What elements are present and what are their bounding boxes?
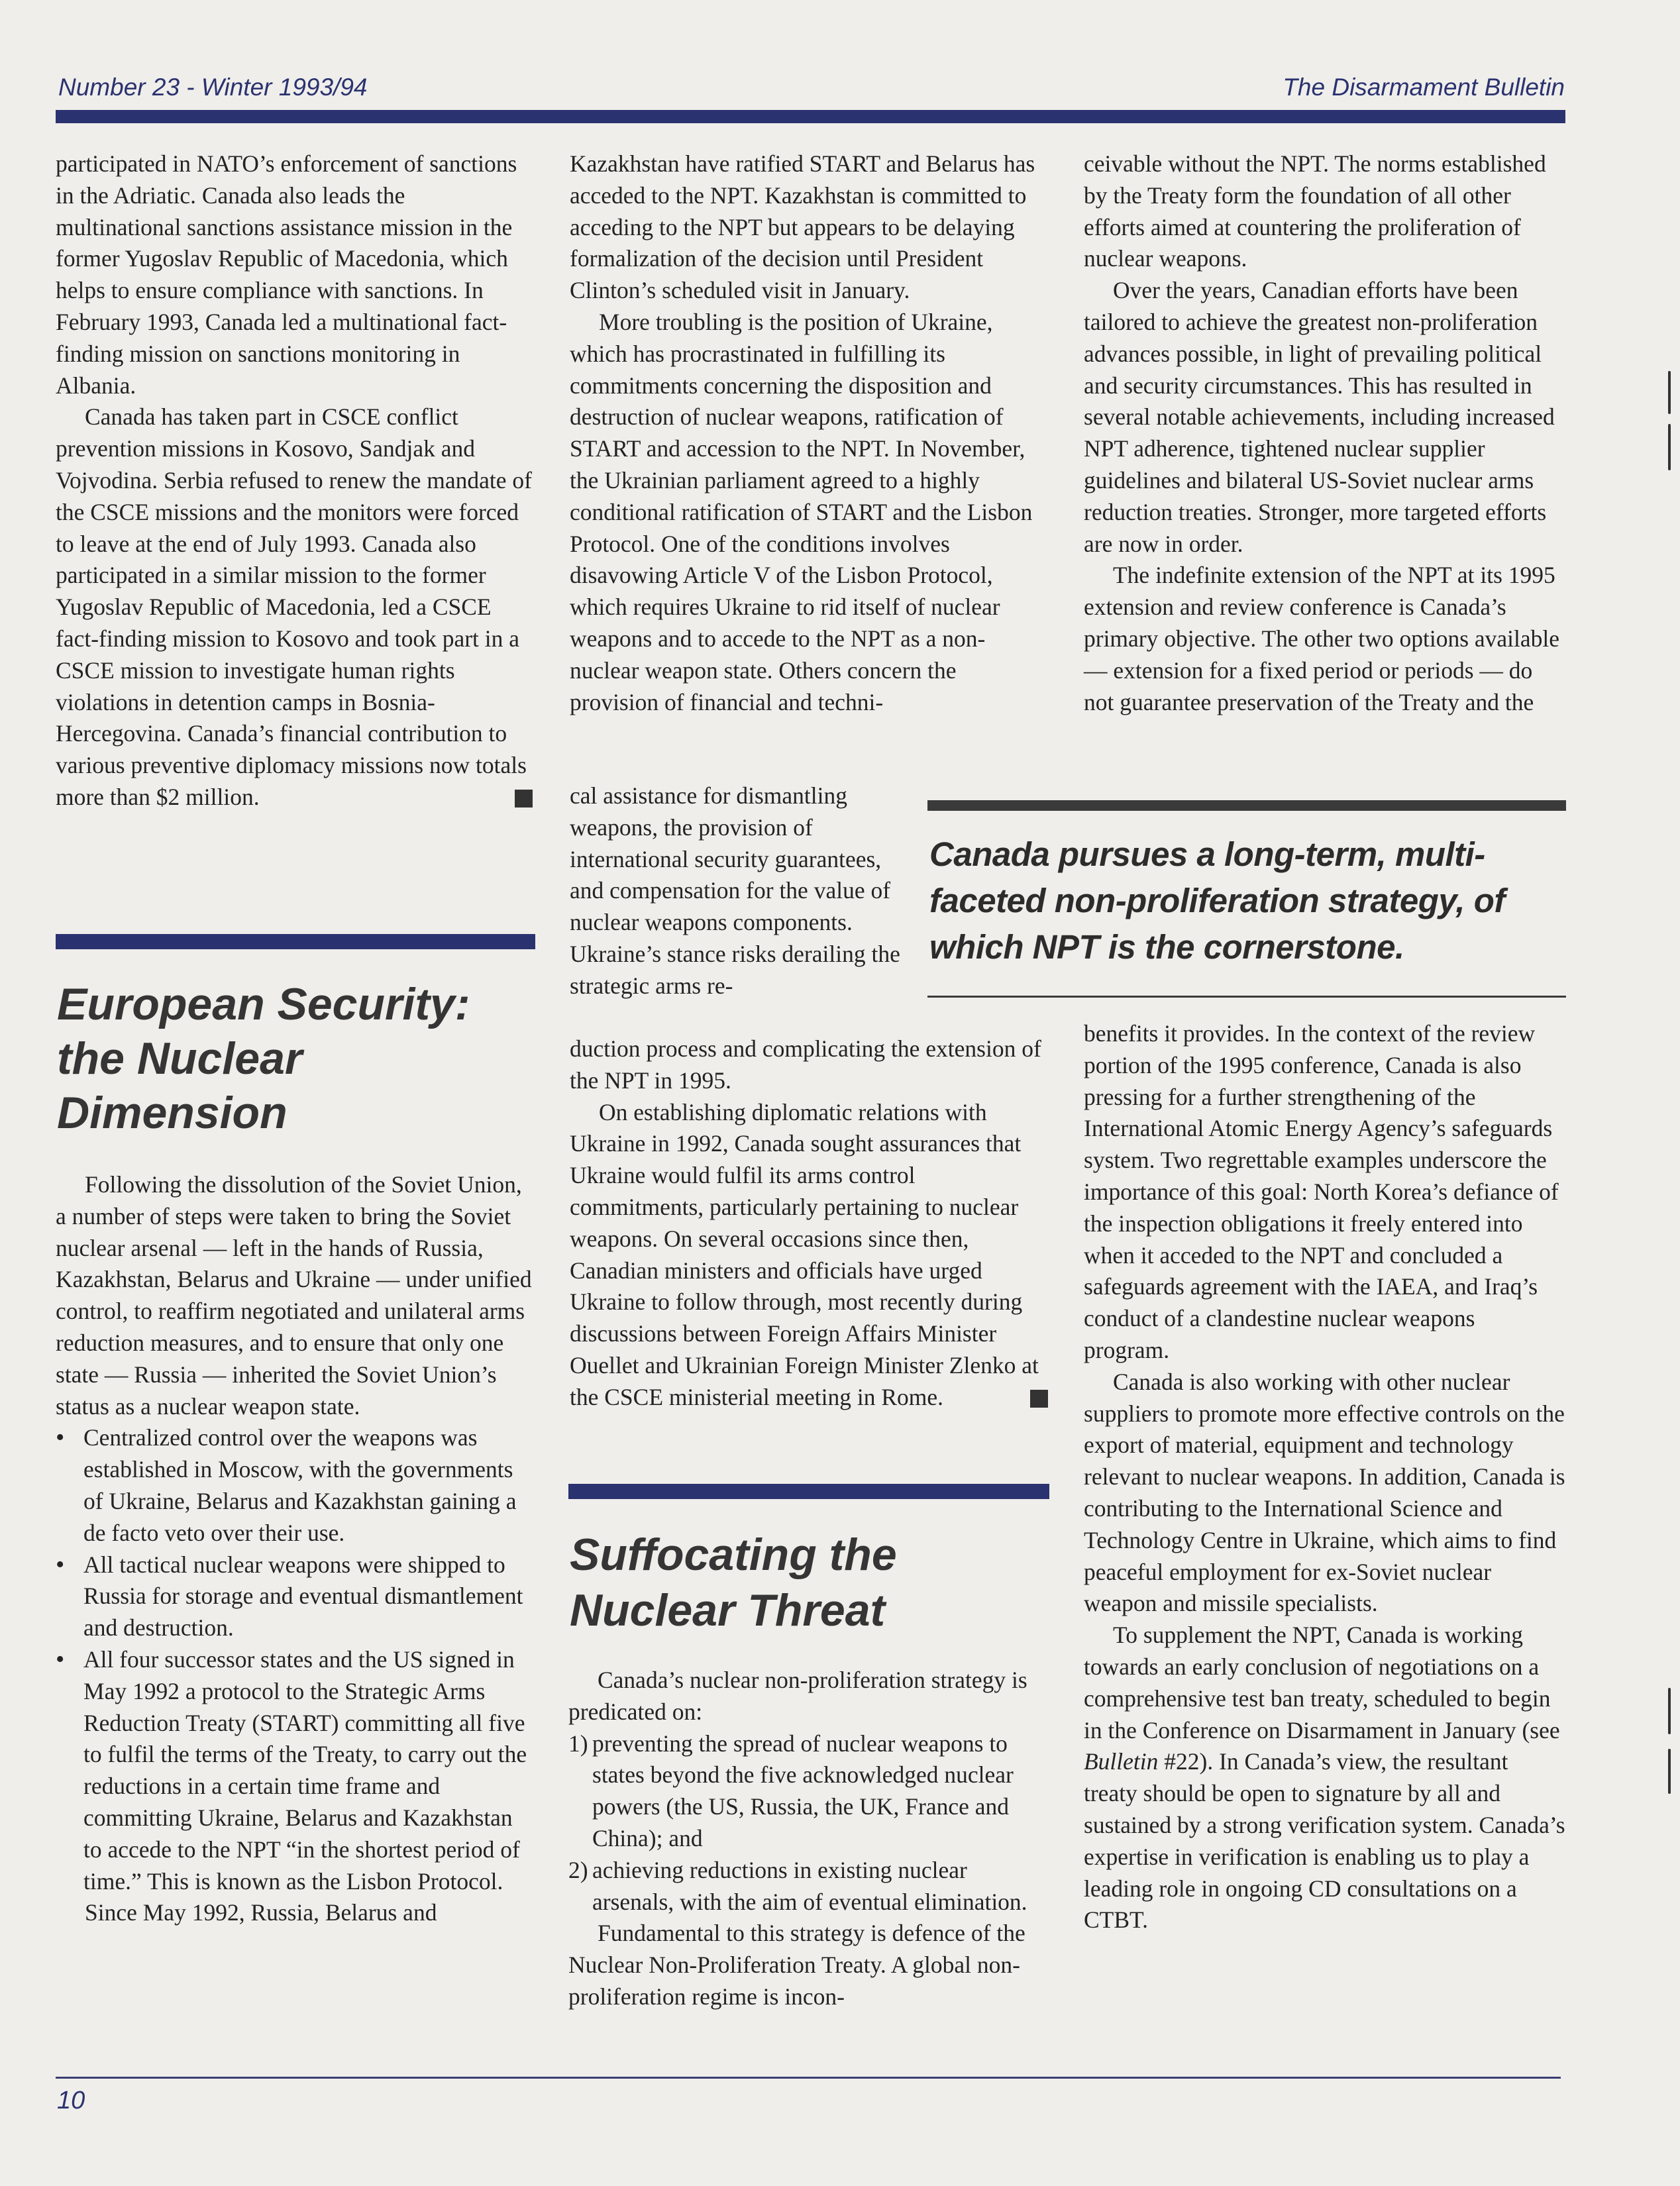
list-item: • All tactical nuclear weapons were shipped to Russia for storage and eventual dismantlement and destruction. (56, 1549, 533, 1644)
margin-mark (1668, 1749, 1671, 1794)
paragraph: benefits it provides. In the context of the review portion of the 1995 conference, Canada is also pressing for a further strengthening of the International Atomic Energy Agency’s safeguards system. Two regrettable examples underscore the importance of this goal: North Korea’s defiance of the inspection obligations it freely entered into when it acceded to the NPT and concluded a safeguards agreement with the IAEA, and Iraq’s conduct of a clandestine nuclear weapons program. (1084, 1020, 1559, 1363)
end-mark (515, 790, 533, 807)
list-item: • Centralized control over the weapons was established in Moscow, with the governments of Ukraine, Belarus and Kazakhstan gaining a de facto veto over their use. (56, 1422, 533, 1549)
paragraph: The indefinite extension of the NPT at its 1995 extension and review conference is Canada’s primary objective. The other two options available — extension for a fixed period or periods — do not guarantee preservation of the Treaty and the (1084, 562, 1560, 715)
column-3-top (1084, 148, 1566, 718)
paragraph: Fundamental to this strategy is defence of the Nuclear Non-Proliferation Treaty. A global non-proliferation regime is incon- (568, 1920, 1025, 2010)
column-2-middle (570, 1033, 1048, 1414)
numbered-list (568, 1728, 1049, 1918)
paragraph: ceivable without the NPT. The norms established by the Treaty form the foundation of all other efforts aimed at countering the proliferation of nuclear weapons. (1084, 150, 1546, 272)
paragraph: Following the dissolution of the Soviet Union, a number of steps were taken to bring the Soviet nuclear arsenal — left in the hands of Russia, Kazakhstan, Belarus and Ukraine — under unified control, to reaffirm negotiated and unilateral arms reduction measures, and to ensure that only one state — Russia — inherited the Soviet Union’s status as a nuclear weapon state. (56, 1171, 532, 1420)
paragraph: Since May 1992, Russia, Belarus and (85, 1899, 437, 1926)
column-3-bottom (1084, 1018, 1566, 1936)
list-item: 1) preventing the spread of nuclear weapons to states beyond the five acknowledged nuclear powers (the US, Russia, the UK, France and China); and (568, 1730, 1014, 1851)
end-mark (1030, 1390, 1048, 1408)
section-title-european-security: European Security: the Nuclear Dimension (57, 979, 470, 1138)
column-2-narrow (570, 780, 901, 1002)
paragraph: Kazakhstan have ratified START and Belarus has acceded to the NPT. Kazakhstan is committed to acceding to the NPT but appears to be delaying formalization of the decision until President Clinton’s scheduled visit in January. (570, 150, 1035, 304)
header-rule (56, 110, 1565, 123)
pull-quote-rule-bottom (927, 996, 1566, 998)
paragraph: cal assistance for dismantling weapons, the provision of international security guarantees, and compensation for the value of nuclear weapons components. Ukraine’s stance risks derailing the strategic arms re- (570, 782, 900, 999)
page-number: 10 (57, 2087, 85, 2114)
list-item: 2) achieving reductions in existing nuclear arsenals, with the aim of eventual elimination. (568, 1856, 1027, 1915)
paragraph: On establishing diplomatic relations with Ukraine in 1992, Canada sought assurances that Ukraine would fulfil its arms control commitments, particularly pertaining to nuclear weapons. On several occasions since then, Canadian ministers and officials have urged Ukraine to follow through, most recently during discussions between Foreign Affairs Minister Ouellet and Ukrainian Foreign Minister Zlenko at the CSCE ministerial meeting in Rome. (570, 1097, 1048, 1414)
paragraph: Over the years, Canadian efforts have been tailored to achieve the greatest non-proliferation advances possible, in light of prevailing political and security circumstances. This has resulted in several notable achievements, including increased NPT adherence, tightened nuclear supplier guidelines and bilateral US-Soviet nuclear arms reduction treaties. Stronger, more targeted efforts are now in order. (1084, 277, 1555, 557)
column-1-bottom (56, 1169, 533, 1929)
paragraph: Canada’s nuclear non-proliferation strategy is predicated on: (568, 1667, 1027, 1725)
issue-label: Number 23 - Winter 1993/94 (58, 74, 368, 101)
publication-title: The Disarmament Bulletin (1283, 74, 1565, 101)
paragraph: participated in NATO’s enforcement of sanctions in the Adriatic. Canada also leads the multinational sanctions assistance mission in the former Yugoslav Republic of Macedonia, which helps to ensure compliance with sanctions. In February 1993, Canada led a multinational fact-finding mission on sanctions monitoring in Albania. (56, 150, 517, 399)
margin-mark (1668, 1688, 1671, 1734)
footer-rule (56, 2077, 1561, 2079)
section-rule (568, 1484, 1049, 1499)
column-2-bottom (568, 1665, 1049, 2013)
margin-mark (1668, 371, 1671, 414)
margin-mark (1668, 424, 1671, 470)
paragraph: Canada is also working with other nuclear suppliers to promote more effective controls on the export of material, equipment and technology relevant to nuclear weapons. In addition, Canada is contributing to the International Science and Technology Centre in Ukraine, which aims to find peaceful employment for ex-Soviet nuclear weapon and missile specialists. (1084, 1368, 1565, 1617)
column-1-top (56, 148, 533, 813)
pull-quote: Canada pursues a long-term, multi-faceted non-proliferation strategy, of which NPT is the cornerstone. (929, 835, 1505, 966)
list-item: • All four successor states and the US signed in May 1992 a protocol to the Strategic Arms Reduction Treaty (START) committing all five to fulfil the terms of the Treaty, to carry out the reductions in a certain time frame and committing Ukraine, Belarus and Kazakhstan to accede to the NPT “in the shortest period of time.” This is known as the Lisbon Protocol. (56, 1644, 533, 1897)
paragraph: To supplement the NPT, Canada is working towards an early conclusion of negotiations on a comprehensive test ban treaty, scheduled to begin in the Conference on Disarmament in January (see Bulletin #22). In Canada’s view, the resultant treaty should be open to signature by all and sustained by a strong verification system. Canada’s expertise in verification is enabling us to play a leading role in ongoing CD consultations on a CTBT. (1084, 1622, 1565, 1934)
section-title-suffocating-threat: Suffocating the Nuclear Threat (570, 1530, 897, 1636)
paragraph: More troubling is the position of Ukraine, which has procrastinated in fulfilling its commitments concerning the disposition and destruction of nuclear weapons, ratification of START and accession to the NPT. In November, the Ukrainian parliament agreed to a highly conditional ratification of START and the Lisbon Protocol. One of the conditions involves disavowing Article V of the Lisbon Protocol, which requires Ukraine to rid itself of nuclear weapons and to accede to the NPT as a non-nuclear weapon state. Others concern the provision of financial and techni- (570, 308, 1033, 715)
pull-quote-rule-top (927, 800, 1566, 811)
bullet-list (56, 1422, 533, 1897)
column-2-top (570, 148, 1048, 718)
section-rule (56, 934, 535, 949)
paragraph: duction process and complicating the extension of the NPT in 1995. (570, 1035, 1041, 1094)
paragraph: Canada has taken part in CSCE conflict prevention missions in Kosovo, Sandjak and Vojvodina. Serbia refused to renew the mandate of the CSCE missions and the monitors were forced to leave at the end of July 1993. Canada also participated in a similar mission to the former Yugoslav Republic of Macedonia, led a CSCE fact-finding mission to Kosovo and took part in a CSCE mission to investigate human rights violations in detention camps in Bosnia-Hercegovina. Canada’s financial contribution to various preventive diplomacy missions now totals more than $2 million. (56, 403, 532, 810)
